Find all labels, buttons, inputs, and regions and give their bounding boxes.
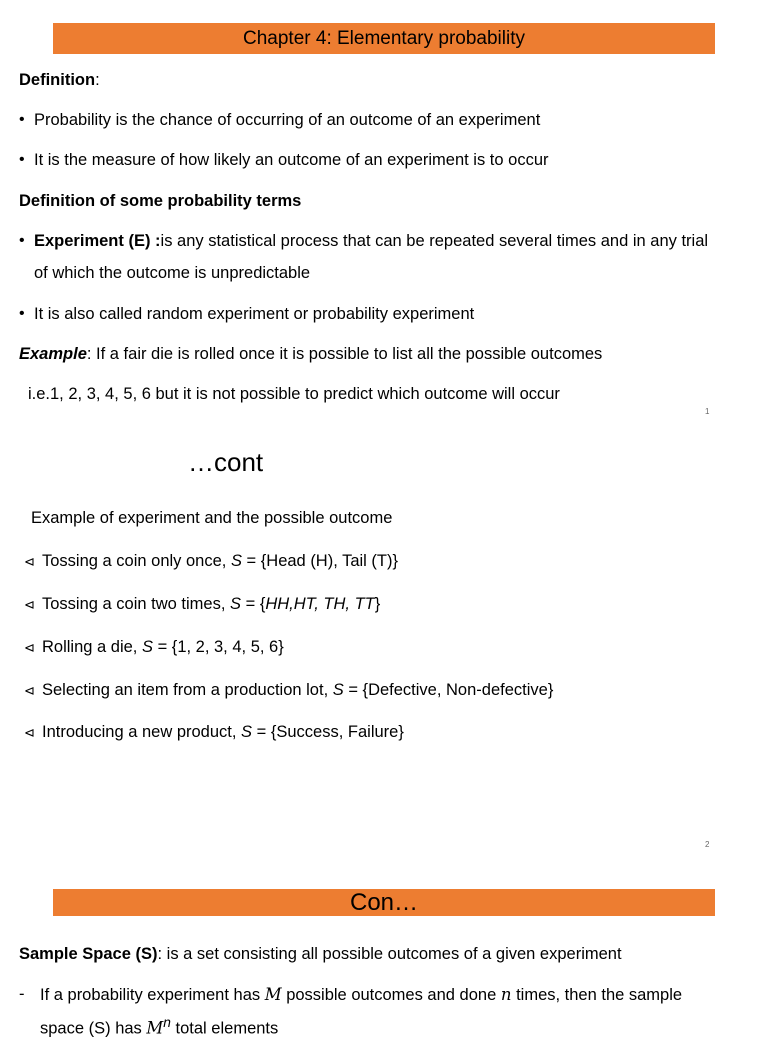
sample-space-rule-line-2 (40, 1015, 278, 1039)
examples-intro: Example of experiment and the possible outcome (31, 509, 393, 527)
item-text: Tossing a coin only once, (42, 552, 231, 570)
definition-colon: : (95, 71, 100, 89)
item-var: S (230, 552, 242, 570)
list-item (24, 638, 284, 657)
rule-text-2b: total elements (170, 1019, 279, 1038)
item-set: = {Success, Failure} (252, 723, 404, 741)
cont-title: …cont (188, 447, 264, 477)
item-var: S (241, 723, 253, 741)
list-item (24, 681, 553, 700)
item-set-inner: HH,HT, TH, TT (265, 595, 375, 613)
chapter-title: Chapter 4: Elementary probability (243, 28, 525, 49)
list-item (24, 595, 380, 614)
list-item (24, 723, 404, 742)
con-title: Con… (349, 889, 419, 916)
page-number-2: 2 (705, 840, 710, 849)
example-label: Example (19, 345, 87, 363)
list-item (24, 552, 398, 571)
item-text: Selecting an item from a production lot, (42, 681, 333, 699)
experiment-term: Experiment (E) : (34, 232, 161, 250)
item-set: = {Head (H), Tail (T)} (241, 552, 399, 570)
item-var: S (141, 638, 153, 656)
definition-heading-line (19, 71, 100, 90)
dash-bullet-icon: - (19, 985, 25, 1003)
var-m: M (264, 985, 282, 1004)
rule-text-a: If a probability experiment has (40, 986, 265, 1004)
item-var: S (332, 681, 344, 699)
definition-bullet-2: It is the measure of how likely an outcome of an experiment is to occur (34, 151, 549, 169)
var-m-power: M (146, 1018, 164, 1038)
experiment-definition-line-2: of which the outcome is unpredictable (34, 264, 311, 282)
definition-bullet-1: Probability is the chance of occurring of an outcome of an experiment (34, 111, 541, 129)
example-line (19, 345, 602, 364)
item-text: Rolling a die, (42, 638, 142, 656)
con-title-banner (53, 889, 715, 916)
item-text: Introducing a new product, (42, 723, 242, 741)
rule-text-2a: space (S) has (40, 1019, 147, 1038)
bullet-icon: • (19, 232, 25, 249)
triangle-bullet-icon: ⊲ (24, 554, 35, 569)
triangle-bullet-icon: ⊲ (24, 683, 35, 698)
item-var: S (230, 595, 242, 613)
rule-text-b: possible outcomes and done (281, 986, 501, 1004)
sample-space-term: Sample Space (S) (19, 945, 158, 963)
item-set: = {Defective, Non-defective} (343, 681, 554, 699)
also-called-bullet: It is also called random experiment or probability experiment (34, 305, 475, 323)
triangle-bullet-icon: ⊲ (24, 640, 35, 655)
bullet-icon: • (19, 305, 25, 322)
item-set-close: } (374, 595, 381, 613)
terms-heading: Definition of some probability terms (19, 192, 302, 210)
item-set-open: = { (241, 595, 266, 613)
sup-n: n (163, 1015, 171, 1030)
experiment-definition-line-1 (34, 232, 750, 251)
bullet-icon: • (19, 151, 25, 168)
rule-text-c: times, then the sample (511, 986, 683, 1004)
chapter-title-banner (53, 23, 715, 54)
triangle-bullet-icon: ⊲ (24, 597, 35, 612)
experiment-text-1: is any statistical process that can be repeated several times and in any trial (160, 232, 709, 250)
item-set: = {1, 2, 3, 4, 5, 6} (153, 638, 284, 656)
page-number-1: 1 (705, 407, 710, 416)
sample-space-text: : is a set consisting all possible outcomes of a given experiment (157, 945, 622, 963)
sample-space-line (19, 945, 622, 964)
definition-heading: Definition (19, 71, 96, 89)
example-text: : If a fair die is rolled once it is possible to list all the possible outcomes (86, 345, 603, 363)
sample-space-rule-line-1 (40, 985, 682, 1005)
example-line-2: i.e.1, 2, 3, 4, 5, 6 but it is not possible to predict which outcome will occur (28, 385, 560, 403)
var-n: n (500, 985, 512, 1004)
triangle-bullet-icon: ⊲ (24, 725, 35, 740)
item-text: Tossing a coin two times, (42, 595, 230, 613)
bullet-icon: • (19, 111, 25, 128)
